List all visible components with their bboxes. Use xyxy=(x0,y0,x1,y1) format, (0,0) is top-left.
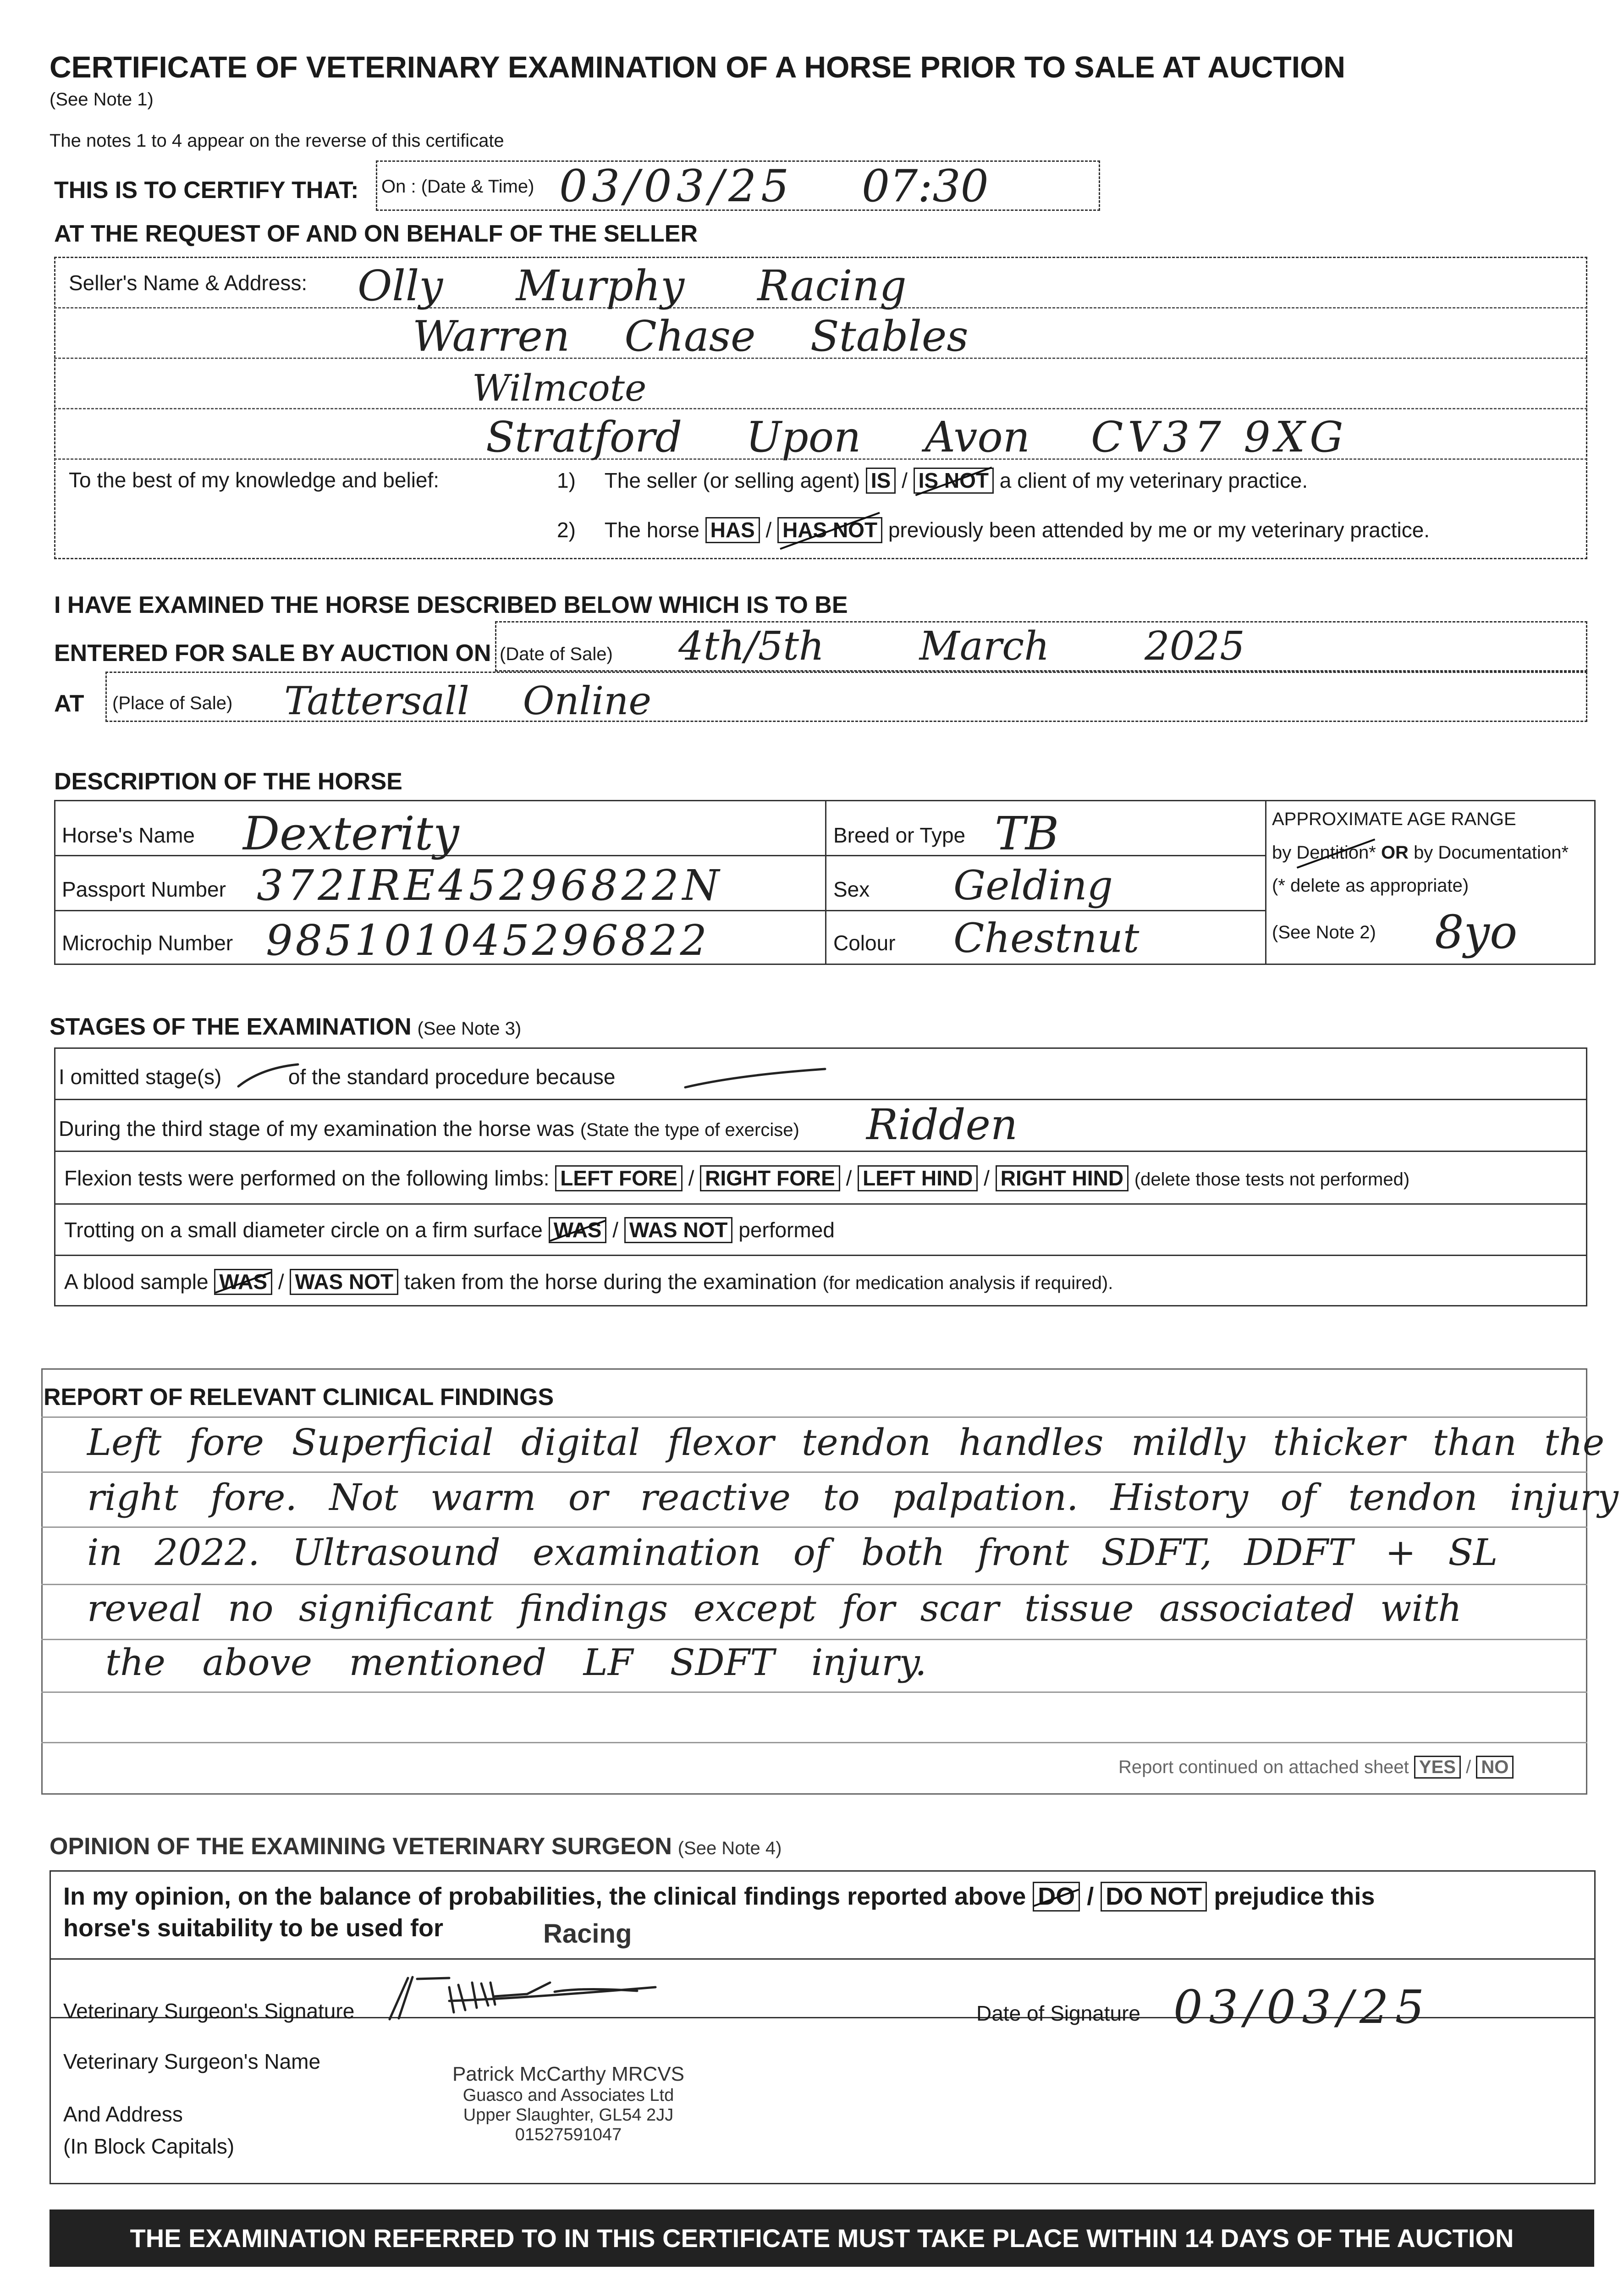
seller-line-3[interactable]: Wilmcote xyxy=(472,367,647,409)
address-label: And Address xyxy=(63,2102,183,2126)
footer-banner xyxy=(50,2209,1594,2267)
blood-label: A blood sample xyxy=(64,1270,209,1294)
microchip-value[interactable]: 985101045296822 xyxy=(266,916,710,965)
surgeon-name-label: Veterinary Surgeon's Name xyxy=(63,2050,321,2073)
signature-label: Veterinary Surgeon's Signature xyxy=(63,1999,355,2023)
flexion-label: Flexion tests were performed on the following limbs: xyxy=(64,1166,550,1190)
passport-label: Passport Number xyxy=(62,877,226,901)
sex-label: Sex xyxy=(833,877,870,901)
at-label: AT xyxy=(54,690,84,717)
blood-note: (for medication analysis if required). xyxy=(822,1273,1113,1293)
knowledge-label: To the best of my knowledge and belief: xyxy=(69,468,440,492)
opinion-text-post: prejudice this xyxy=(1214,1883,1375,1910)
age-value[interactable]: 8yo xyxy=(1435,905,1518,959)
microchip-label: Microchip Number xyxy=(62,931,233,955)
block-capitals-label: (In Block Capitals) xyxy=(63,2134,235,2158)
horse-name-value[interactable]: Dexterity xyxy=(243,807,459,860)
veterinary-signature xyxy=(380,1969,665,2024)
sale-place-value: Tattersall Online xyxy=(284,678,652,723)
flexion-left-hind[interactable]: LEFT HIND xyxy=(858,1165,978,1191)
breed-label: Breed or Type xyxy=(833,823,966,847)
seller-is-option[interactable]: IS xyxy=(866,468,896,494)
sale-date-value: 4th/5th March 2025 xyxy=(678,623,1245,669)
opinion-do-option[interactable]: DO xyxy=(1033,1882,1080,1912)
report-line-5[interactable]: the above mentioned LF SDFT injury. xyxy=(105,1641,927,1684)
omitted-dash-strokes xyxy=(234,1059,830,1091)
statement-1: 1) The seller (or selling agent) IS / IS NOT a client of my veterinary practice. xyxy=(557,468,1308,494)
colour-value[interactable]: Chestnut xyxy=(953,915,1140,962)
horse-name-label: Horse's Name xyxy=(62,823,195,847)
blood-was-option[interactable]: WAS xyxy=(214,1269,272,1295)
stamp-address: Upper Slaughter, GL54 2JJ xyxy=(463,2105,674,2125)
date-signature-value[interactable]: 03/03/25 xyxy=(1173,1980,1431,2034)
seller-postcode[interactable]: CV37 9XG xyxy=(1091,413,1348,462)
age-delete-note: (* delete as appropriate) xyxy=(1272,876,1469,896)
third-stage-label: During the third stage of my examination the horse was xyxy=(59,1117,575,1140)
opinion-do-not-option[interactable]: DO NOT xyxy=(1101,1882,1207,1912)
report-line-2[interactable]: right fore. Not warm or reactive to palpation. History of tendon injury xyxy=(87,1476,1618,1519)
opinion-text-line-2: horse's suitability to be used for xyxy=(63,1914,443,1942)
footer-text: THE EXAMINATION REFERRED TO IN THIS CERTIFICATE MUST TAKE PLACE WITHIN 14 DAYS OF THE AUCTION xyxy=(130,2224,1514,2253)
title-note: (See Note 1) xyxy=(50,89,154,110)
date-time-label: On : (Date & Time) xyxy=(381,176,534,197)
horse-has-option[interactable]: HAS xyxy=(705,517,760,543)
flexion-row: Flexion tests were performed on the following limbs: LEFT FORE / RIGHT FORE / LEFT HIND / RIGHT HIND (delete those tests not performed) xyxy=(64,1165,1409,1191)
entered-label: ENTERED FOR SALE BY AUCTION ON xyxy=(54,640,491,667)
date-signature-label: Date of Signature xyxy=(976,2001,1141,2025)
examined-label: I HAVE EXAMINED THE HORSE DESCRIBED BELOW WHICH IS TO BE xyxy=(54,592,848,618)
blood-row: A blood sample WAS / WAS NOT taken from the horse during the examination (for medication analysis if required). xyxy=(64,1269,1113,1295)
notes-line: The notes 1 to 4 appear on the reverse of this certificate xyxy=(50,131,504,151)
statement-2-number: 2) xyxy=(557,518,576,542)
report-continued-label: Report continued on attached sheet xyxy=(1118,1757,1409,1777)
seller-line-2[interactable]: Warren Chase Stables xyxy=(413,312,969,361)
report-continued: Report continued on attached sheet YES / NO xyxy=(1118,1756,1514,1779)
report-line-3[interactable]: in 2022. Ultrasound examination of both front SDFT, DDFT + SL xyxy=(87,1531,1498,1574)
age-see-note: (See Note 2) xyxy=(1272,922,1376,942)
stamp-practice: Guasco and Associates Ltd xyxy=(462,2086,674,2105)
statement-2-text: The horse xyxy=(604,518,699,542)
sex-value[interactable]: Gelding xyxy=(953,862,1113,909)
seller-label: Seller's Name & Address: xyxy=(69,271,308,295)
age-or-label: OR xyxy=(1381,843,1409,863)
exercise-value[interactable]: Ridden xyxy=(866,1100,1018,1149)
horse-has-not-option[interactable]: HAS NOT xyxy=(777,517,882,543)
omitted-label: I omitted stage(s) xyxy=(59,1065,222,1089)
flexion-left-fore[interactable]: LEFT FORE xyxy=(555,1165,683,1191)
third-stage-row xyxy=(59,1116,799,1141)
flexion-note: (delete those tests not performed) xyxy=(1134,1169,1410,1190)
report-heading: REPORT OF RELEVANT CLINICAL FINDINGS xyxy=(44,1384,554,1410)
stamp-phone: 01527591047 xyxy=(515,2125,622,2144)
sale-place-label: (Place of Sale) xyxy=(112,693,233,713)
report-line-4[interactable]: reveal no significant findings except for scar tissue associated with xyxy=(87,1587,1462,1630)
sale-date-label: (Date of Sale) xyxy=(500,644,613,664)
certify-label: THIS IS TO CERTIFY THAT: xyxy=(54,177,359,204)
statement-2-suffix: previously been attended by me or my veterinary practice. xyxy=(888,518,1430,542)
blood-suffix: taken from the horse during the examination xyxy=(404,1270,817,1294)
breed-value[interactable]: TB xyxy=(995,807,1059,860)
trotting-label: Trotting on a small diameter circle on a firm surface xyxy=(64,1218,543,1242)
description-heading: DESCRIPTION OF THE HORSE xyxy=(54,768,402,795)
opinion-heading xyxy=(50,1833,782,1860)
flexion-right-hind[interactable]: RIGHT HIND xyxy=(996,1165,1129,1191)
continued-no-option[interactable]: NO xyxy=(1476,1756,1514,1779)
age-heading: APPROXIMATE AGE RANGE xyxy=(1272,809,1516,829)
report-line-1[interactable]: Left fore Superficial digital flexor tendon handles mildly thicker than the xyxy=(87,1421,1605,1464)
trotting-suffix: performed xyxy=(738,1218,835,1242)
surgeon-stamp xyxy=(440,2063,697,2145)
request-label: AT THE REQUEST OF AND ON BEHALF OF THE SELLER xyxy=(54,220,698,247)
exam-time-value: 07:30 xyxy=(862,160,989,212)
opinion-text-line-1: In my opinion, on the balance of probabilities, the clinical findings reported above DO / DO NOT prejudice this xyxy=(63,1882,1375,1912)
use-value[interactable]: Racing xyxy=(543,1919,632,1949)
opinion-heading-note: (See Note 4) xyxy=(677,1838,782,1858)
statement-2: 2) The horse HAS / HAS NOT previously been attended by me or my veterinary practice. xyxy=(557,517,1430,543)
colour-label: Colour xyxy=(833,931,896,955)
stamp-name: Patrick McCarthy MRCVS xyxy=(452,2063,685,2085)
trotting-was-not-option[interactable]: WAS NOT xyxy=(624,1217,733,1243)
trotting-was-option[interactable]: WAS xyxy=(549,1217,607,1243)
stages-heading xyxy=(50,1013,521,1041)
third-stage-note: (State the type of exercise) xyxy=(580,1120,799,1140)
stages-heading-note: (See Note 3) xyxy=(417,1019,522,1039)
exam-date-value: 03/03/25 xyxy=(559,160,794,212)
seller-line-1[interactable]: Olly Murphy Racing xyxy=(358,261,907,310)
age-by-label: by xyxy=(1272,843,1292,863)
blood-was-not-option[interactable]: WAS NOT xyxy=(290,1269,398,1295)
opinion-text-pre: In my opinion, on the balance of probabilities, the clinical findings reported above xyxy=(63,1883,1026,1910)
opinion-heading-text: OPINION OF THE EXAMINING VETERINARY SURGEON xyxy=(50,1833,672,1860)
age-documentation-option[interactable]: by Documentation* xyxy=(1414,843,1569,863)
age-dentition-option[interactable]: Dentition* xyxy=(1296,843,1376,863)
age-method xyxy=(1272,843,1569,863)
statement-1-text: The seller (or selling agent) xyxy=(604,468,860,492)
statement-1-number: 1) xyxy=(557,468,576,492)
trotting-row: Trotting on a small diameter circle on a firm surface WAS / WAS NOT performed xyxy=(64,1217,835,1243)
passport-value[interactable]: 372IRE45296822N xyxy=(257,861,723,910)
flexion-right-fore[interactable]: RIGHT FORE xyxy=(700,1165,840,1191)
continued-yes-option[interactable]: YES xyxy=(1414,1756,1461,1779)
statement-1-suffix: a client of my veterinary practice. xyxy=(999,468,1308,492)
seller-is-not-option[interactable]: IS NOT xyxy=(914,468,994,494)
certificate-title: CERTIFICATE OF VETERINARY EXAMINATION OF A HORSE PRIOR TO SALE AT AUCTION xyxy=(50,50,1346,84)
seller-line-4[interactable]: Stratford Upon Avon xyxy=(486,413,1030,462)
omitted-suffix: of the standard procedure because xyxy=(288,1065,616,1089)
stages-heading-text: STAGES OF THE EXAMINATION xyxy=(50,1014,412,1040)
